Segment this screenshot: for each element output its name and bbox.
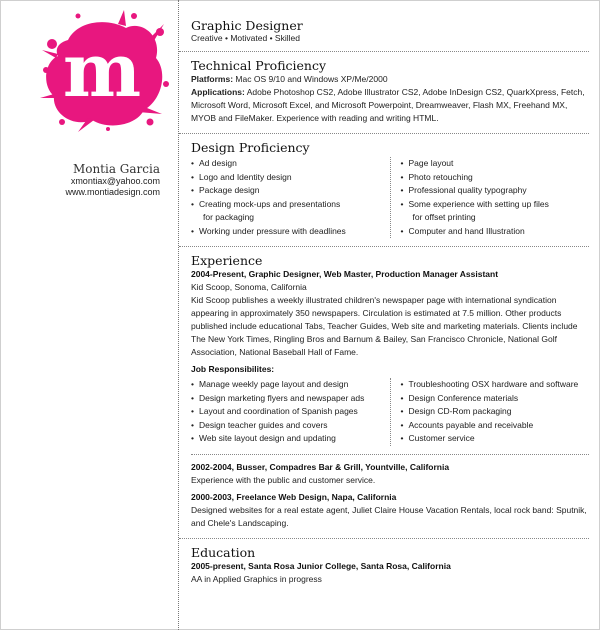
list-item: • Professional quality typography	[401, 184, 592, 198]
design-columns	[191, 157, 591, 238]
list-item-continuation: for packaging	[203, 212, 255, 222]
list-item: • Customer service	[401, 432, 592, 446]
job2-description: Experience with the public and customer service.	[191, 474, 376, 485]
list-item: • Design Conference materials	[401, 392, 592, 406]
list-item: • Package design	[191, 184, 382, 198]
applications-value: Adobe Photoshop CS2, Adobe Illustrator CS2, Adobe InDesign CS2, QuarkXpress, Fetch, Microsoft Word, Microsoft Excel, and Microsoft Powerpoint, Dreamweaver, Flash MX, Freehand MX, MYOB and FileMaker. Experience with reading and writing HTML.	[191, 87, 585, 123]
list-item: • Computer and hand Illustration	[401, 225, 592, 239]
list-item: • Web site layout design and updating	[191, 432, 382, 446]
applications-label: Applications:	[191, 87, 245, 97]
job1-description: Kid Scoop publishes a weekly illustrated children's newspaper page with international syndication appearing in approximately 350 newspapers. Circulation is estimated at 7.5 million. Other products published include educational Tabs, Teacher Guides, Web site and marketing materials. Clients include The New York Times, Ringling Bros and Barnum & Bailey, San Francisco Chronicle, National Golf Association, National Baseball Hall of Fame.	[191, 295, 578, 357]
logo-letter: m	[62, 28, 142, 114]
section-divider	[179, 51, 589, 52]
platforms-line	[191, 73, 591, 86]
responsibilities-list-right	[391, 378, 592, 446]
website-link[interactable]: www.montiadesign.com	[65, 187, 160, 197]
list-item-text: Creating mock-ups and presentations	[199, 198, 341, 209]
contact-block	[65, 162, 160, 198]
vertical-divider	[178, 0, 179, 630]
degree: AA in Applied Graphics in progress	[191, 573, 322, 584]
list-item: • Troubleshooting OSX hardware and software	[401, 378, 592, 392]
list-item: • Design teacher guides and covers	[191, 419, 382, 433]
sidebar	[0, 0, 170, 630]
list-item: • Design CD-Rom packaging	[401, 405, 592, 419]
job3-description: Designed websites for a real estate agent, Juliet Claire House Vacation Rentals, local rock band: Sputnik, and Chele's Landscaping.	[191, 504, 587, 528]
platforms-value: Mac OS 9/10 and Windows XP/Me/2000	[233, 74, 388, 84]
applications-line	[191, 86, 591, 125]
list-item: • Layout and coordination of Spanish pages	[191, 405, 382, 419]
job-divider	[191, 454, 589, 455]
education-title: Education	[191, 544, 256, 560]
section-design	[191, 140, 591, 238]
section-divider	[179, 246, 589, 247]
technical-title: Technical Proficiency	[191, 58, 327, 73]
section-experience	[191, 253, 591, 530]
section-technical	[191, 58, 591, 125]
section-divider	[179, 538, 589, 539]
design-title: Design Proficiency	[191, 140, 310, 155]
list-item: • Working under pressure with deadlines	[191, 225, 382, 239]
job3-heading: 2000-2003, Freelance Web Design, Napa, California	[191, 491, 397, 502]
tagline: Creative • Motivated • Skilled	[191, 33, 300, 43]
design-list-left	[191, 157, 391, 238]
responsibilities-list-left	[191, 378, 391, 446]
school-heading: 2005-present, Santa Rosa Junior College, Santa Rosa, California	[191, 560, 451, 571]
list-item	[401, 198, 592, 225]
list-item-text: Some experience with setting up files	[408, 198, 549, 209]
responsibilities-columns	[191, 378, 591, 446]
section-header	[191, 18, 591, 43]
job1-heading: 2004-Present, Graphic Designer, Web Master, Production Manager Assistant	[191, 269, 499, 279]
section-divider	[179, 133, 589, 134]
list-item: • Manage weekly page layout and design	[191, 378, 382, 392]
list-item: • Design marketing flyers and newspaper ads	[191, 392, 382, 406]
job2-heading: 2002-2004, Busser, Compadres Bar & Grill, Yountville, California	[191, 461, 450, 472]
list-item: • Photo retouching	[401, 171, 592, 185]
person-name: Montia Garcia	[72, 162, 160, 176]
list-item-continuation: for offset printing	[412, 212, 476, 222]
platforms-label: Platforms:	[191, 74, 234, 84]
resume-main	[191, 18, 591, 586]
list-item: • Logo and Identity design	[191, 171, 382, 185]
job1-company: Kid Scoop, Sonoma, California	[191, 282, 307, 292]
email-link[interactable]: xmontiax@yahoo.com	[70, 176, 160, 186]
list-item: • Accounts payable and receivable	[401, 419, 592, 433]
job-title: Graphic Designer	[191, 18, 303, 33]
section-education	[191, 545, 591, 586]
experience-title: Experience	[191, 253, 263, 268]
responsibilities-title: Job Responsibilites:	[191, 364, 275, 374]
design-list-right	[391, 157, 592, 238]
list-item: • Ad design	[191, 157, 382, 171]
ink-splash-logo	[38, 10, 170, 132]
list-item: • Page layout	[401, 157, 592, 171]
list-item	[191, 198, 382, 225]
